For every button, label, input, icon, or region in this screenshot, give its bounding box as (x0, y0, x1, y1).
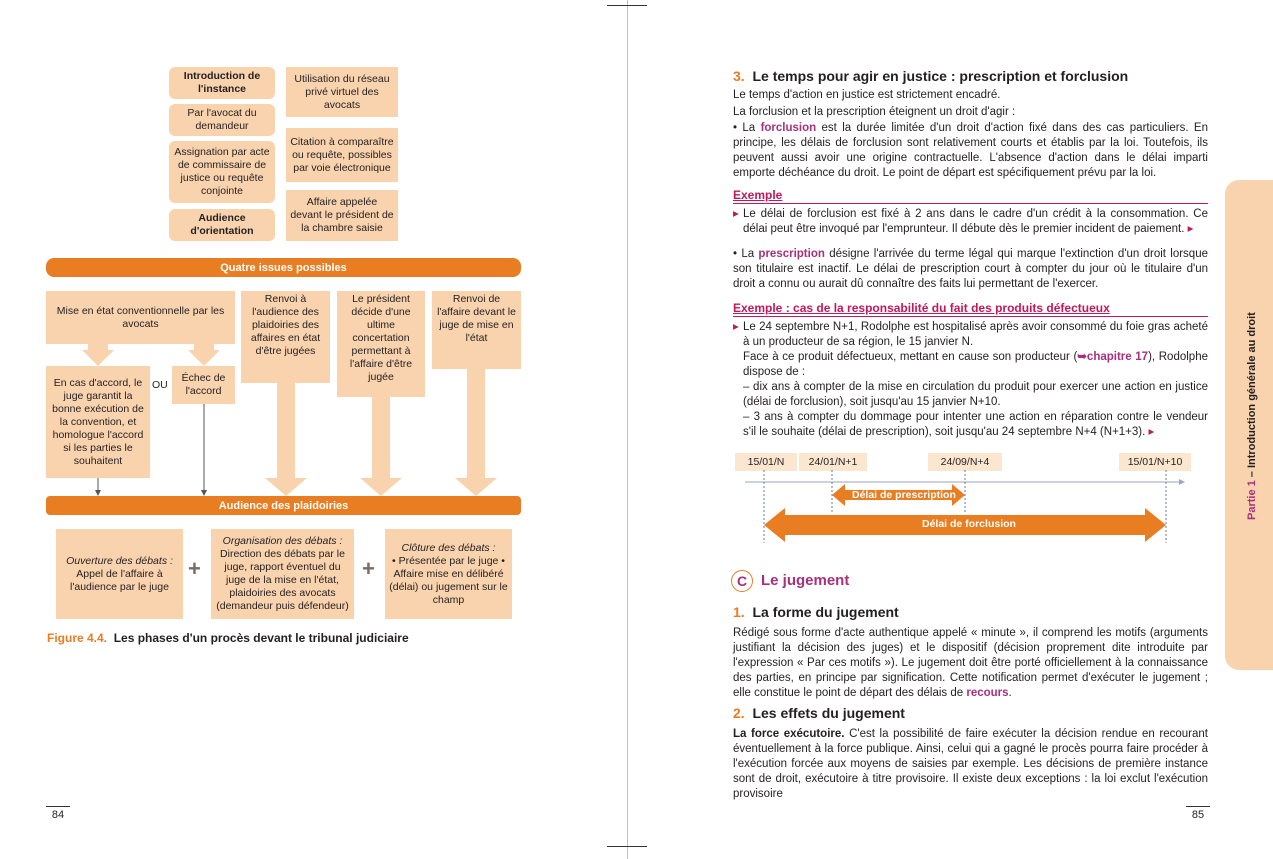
section-3-heading: 3. Le temps pour agir en justice : prescription et forclusion (733, 68, 1129, 84)
figure-label: Figure 4.4. (47, 631, 108, 645)
ou-label: OU (152, 379, 168, 391)
example-2-text: ▸ Le 24 septembre N+1, Rodolphe est hospitalisé après avoir consommé du foie gras acheté à un producteur de sa région, le 15 janvier N. Face à ce produit défectueux, mettant en cause son producteur (➥chapitre 17), Rodolphe dispose de : – dix ans à compter de la mise en circulation du produit pour exercer une action en justice (délai de forclusion), soit jusqu'au 15 janvier N+10. – 3 ans à compter du dommage pour intenter une action en réparation contre le vendeur s'il le souhaite (délai de prescription), soit jusqu'au 24 septembre N+4 (N+1+3). ▸ (733, 321, 1208, 438)
section-c1-heading: 1. La forme du jugement (733, 604, 899, 620)
prescription-label: Délai de prescription (852, 489, 956, 501)
example-1-text: ▸ Le délai de forclusion est fixé à 2 ans dans le cadre d'un crédit à la consommation. Ce délai peut être invoqué par l'emprunteur. Il débute dès le premier incident de paiement. ▸ (733, 208, 1208, 235)
gutter-line (627, 0, 628, 859)
box-organisation-debats: Organisation des débats : Direction des débats par le juge, rapport éventuel du juge de la mise en l'état, plaidoiries des avocats (demandeur puis défendeur) (211, 529, 354, 619)
box-ouverture-debats: Ouverture des débats : Appel de l'affaire à l'audience par le juge (56, 529, 183, 619)
box-introduction-instance: Introduction de l'instance (169, 67, 275, 99)
crop-mark (607, 5, 647, 6)
crop-mark (607, 846, 647, 847)
box-renvoi-juge: Renvoi de l'affaire devant le juge de mise en l'état (432, 291, 521, 369)
figure-title: Les phases d'un procès devant le tribunal judiciaire (113, 631, 409, 645)
figure-caption (47, 631, 409, 646)
timeline-date: 24/01/N+1 (799, 453, 867, 471)
box-renvoi-audience: Renvoi à l'audience des plaidoiries des affaires en état d'être jugées (241, 291, 330, 383)
paragraph-prescription: • La prescription désigne l'arrivée du terme légal qui marque l'extinction d'un droit lorsque son titulaire est inactif. Le délai de prescription court à compter du jour où le titulaire d'un droit a connu ou aurait dû connaître des faits lui permettant de l'exercer. (733, 248, 1208, 290)
paragraph-forclusion: • La forclusion est la durée limitée d'un droit d'action fixé dans des cas particuliers. En principe, les délais de forclusion sont relativement courts et établis par la loi. Toutefois, ils peuvent aussi avoir une origine contractuelle. L'absence d'action dans le délai imparti emporte déchéance du droit. Le point de départ est spécifiquement prévu par la loi. (733, 122, 1209, 179)
box-audience-orientation: Audience d'orientation (169, 209, 275, 241)
page-number-right: 85 (1186, 806, 1210, 821)
box-assignation: Assignation par acte de commissaire de justice ou requête conjointe (169, 141, 275, 203)
timeline-date: 15/01/N+10 (1119, 453, 1191, 471)
box-mise-en-etat: Mise en état conventionnelle par les avocats (46, 291, 235, 344)
bar-quatre-issues: Quatre issues possibles (46, 258, 521, 277)
bar-audience-plaidoiries: Audience des plaidoiries (46, 496, 521, 515)
example-1-heading: Exemple (733, 188, 783, 202)
box-reseau-prive: Utilisation du réseau privé virtuel des avocats (286, 67, 398, 117)
box-cas-accord: En cas d'accord, le juge garantit la bonne exécution de la convention, et homologue l'accord si les parties le souhaitent (46, 366, 150, 478)
chapter-link[interactable]: ➥chapitre 17 (1077, 351, 1149, 363)
plus-sign: + (188, 556, 201, 581)
box-affaire-appelee: Affaire appelée devant le président de la chambre saisie (286, 190, 398, 241)
plus-sign: + (362, 556, 375, 581)
example-2-heading: Exemple : cas de la responsabilité du fait des produits défectueux (733, 301, 1110, 315)
timeline-date: 24/09/N+4 (928, 453, 1002, 471)
box-ultime-concertation: Le président décide d'une ultime concertation permettant à l'affaire d'être jugée (337, 291, 425, 397)
box-par-avocat: Par l'avocat du demandeur (169, 104, 275, 136)
bullet-marker: ▸ (733, 208, 739, 220)
timeline-date: 15/01/N (735, 453, 797, 471)
box-echec-accord: Échec de l'accord (172, 366, 235, 404)
section-c1-text: Rédigé sous forme d'acte authentique appelé « minute », il comprend les motifs (arguments justifiant la décision des juges) et le dispositif (décision proprement dite introduite par l'expression « Par ces motifs »). Le jugement doit être porté officiellement à la connaissance des parties, en principe par signification. Cette notification permet d'exécuter le jugement ; elle constitue le point de départ des délais de recours. (733, 627, 1208, 699)
section-c2-heading: 2. Les effets du jugement (733, 705, 905, 721)
box-citation: Citation à comparaître ou requête, possibles par voie électronique (286, 128, 398, 182)
example-1-rule (733, 203, 1208, 204)
section-c2-text: La force exécutoire. C'est la possibilité de faire exécuter la décision rendue en recourant éventuellement à la force publique. Ainsi, celui qui a gagné le procès pourra faire procéder à l'exécution forcée aux moyens de saisies par exemple. Les décisions de première instance sont de droit, exécutoire à titre provisoire. Il existe deux exceptions : la loi exclut l'exécution provisoire (733, 728, 1208, 800)
page-number-left: 84 (46, 806, 70, 821)
example-2-rule (733, 316, 1208, 317)
section-c-badge: C (731, 570, 753, 592)
section-c-title: Le jugement (761, 572, 850, 589)
forclusion-label: Délai de forclusion (922, 518, 1016, 530)
paragraph-intro-2: La forclusion et la prescription éteignent un droit d'agir : (733, 106, 1016, 118)
paragraph-intro: Le temps d'action en justice est strictement encadré. (733, 89, 1001, 101)
box-cloture-debats: Clôture des débats : • Présentée par le juge • Affaire mise en délibéré (délai) ou jugement sur le champ (385, 529, 512, 619)
